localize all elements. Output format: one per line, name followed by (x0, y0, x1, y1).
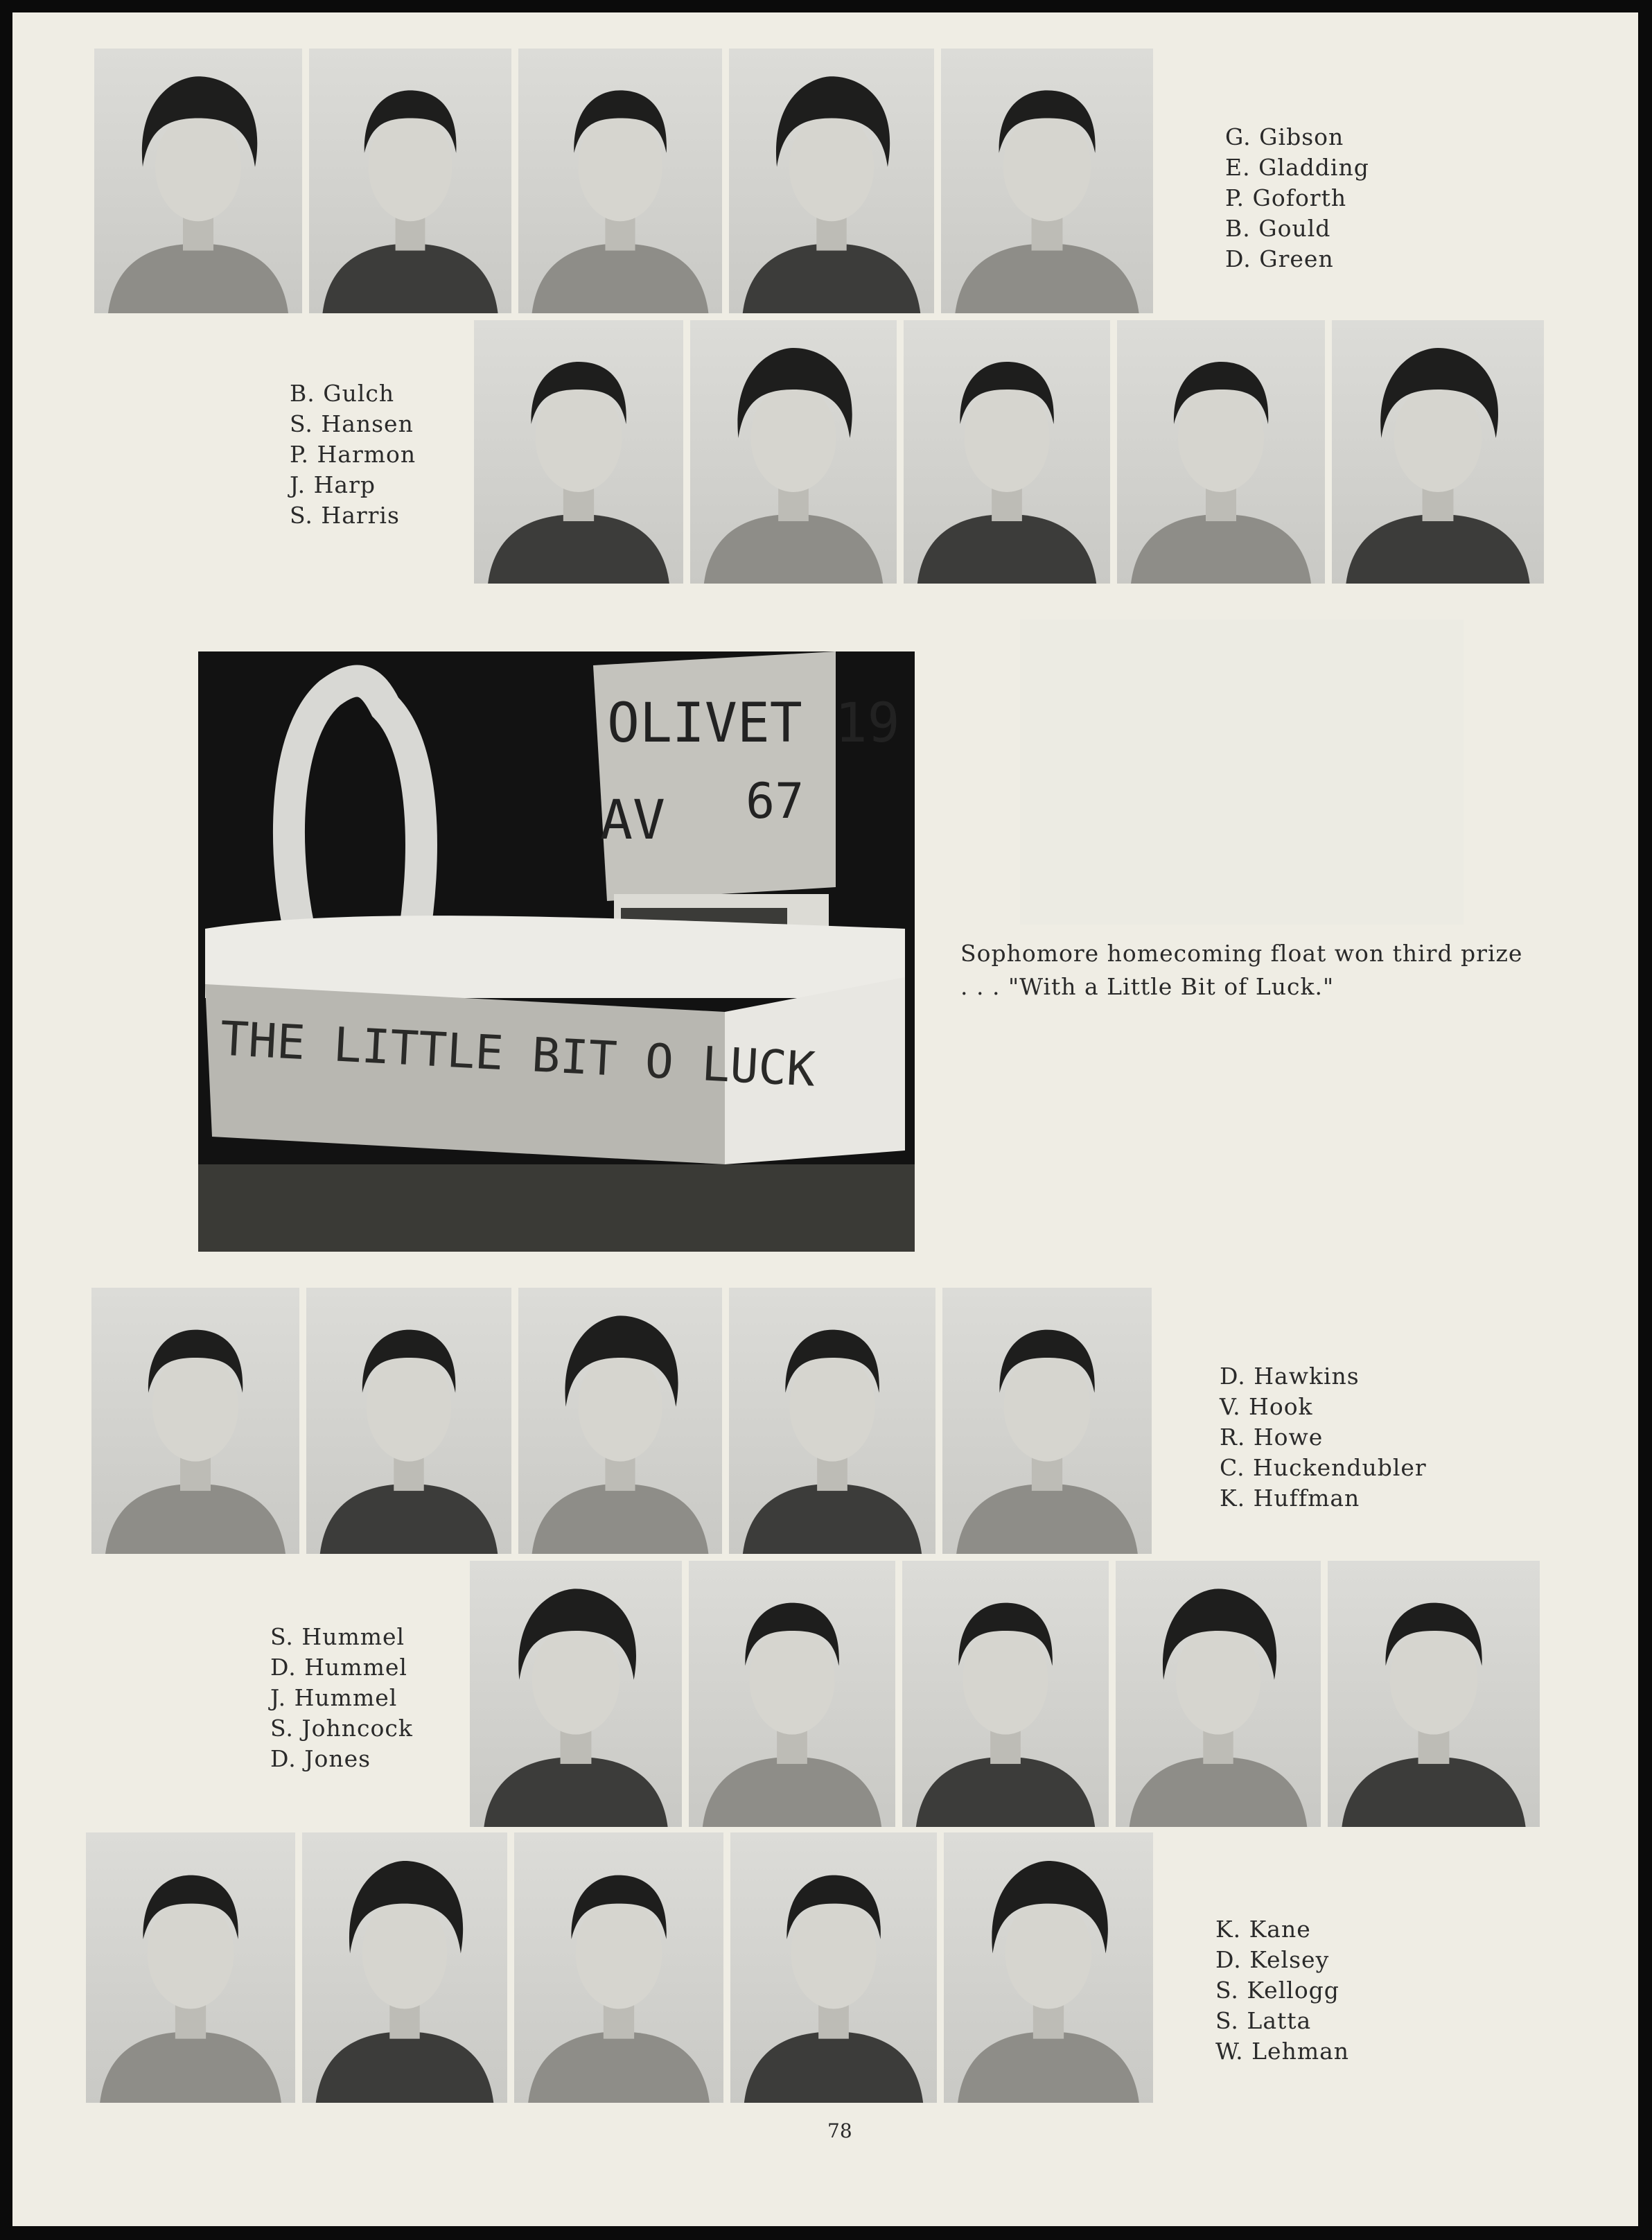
portrait-lehman (944, 1832, 1153, 2103)
portrait-jones (1328, 1561, 1540, 1827)
name: S. Latta (1215, 2007, 1312, 2034)
name: D. Jones (270, 1745, 371, 1772)
portrait-silhouette (1116, 1561, 1321, 1827)
portrait-silhouette (729, 1288, 935, 1554)
portrait-silhouette (689, 1561, 895, 1827)
portrait-j-hummel (902, 1561, 1109, 1827)
page-number: 78 (827, 2119, 852, 2142)
portrait-silhouette (1117, 320, 1325, 584)
portrait-d-hummel (689, 1561, 895, 1827)
portrait-huffman (942, 1288, 1152, 1554)
portrait-hook (306, 1288, 511, 1554)
sign-line2-left: AV (600, 789, 665, 852)
faded-area (1020, 620, 1464, 925)
name: S. Hansen (290, 410, 414, 437)
names-row2 (290, 378, 416, 531)
name: B. Gould (1225, 215, 1331, 242)
portrait-harmon (904, 320, 1110, 584)
name: J. Hummel (270, 1684, 398, 1711)
portrait-silhouette (690, 320, 897, 584)
name: K. Huffman (1220, 1485, 1360, 1512)
portrait-silhouette (730, 1832, 937, 2103)
portrait-gould (729, 49, 934, 313)
name: S. Kellogg (1215, 1977, 1339, 2004)
name: D. Green (1225, 245, 1334, 272)
portrait-silhouette (944, 1832, 1153, 2103)
names-row1 (1225, 122, 1369, 274)
portrait-howe (518, 1288, 722, 1554)
float-caption-line1: Sophomore homecoming float won third prize (960, 940, 1523, 967)
names-row5 (1215, 1914, 1349, 2067)
float-banner: THE LITTLE BIT O LUCK (218, 1011, 817, 1098)
portrait-gladding (309, 49, 511, 313)
portrait-hawkins (91, 1288, 299, 1554)
portrait-silhouette (942, 1288, 1152, 1554)
portrait-goforth (518, 49, 722, 313)
portrait-silhouette (518, 1288, 722, 1554)
portrait-silhouette (474, 320, 683, 584)
name: S. Harris (290, 502, 400, 529)
name: S. Johncock (270, 1715, 413, 1742)
portrait-kellogg (514, 1832, 723, 2103)
name: G. Gibson (1225, 123, 1344, 150)
portrait-silhouette (306, 1288, 511, 1554)
name: J. Harp (290, 471, 376, 498)
name: P. Goforth (1225, 184, 1347, 211)
portrait-gibson (94, 49, 302, 313)
name: P. Harmon (290, 441, 416, 468)
name: R. Howe (1220, 1424, 1324, 1451)
portrait-kelsey (302, 1832, 507, 2103)
portrait-silhouette (470, 1561, 682, 1827)
portrait-silhouette (86, 1832, 295, 2103)
homecoming-float-photo (198, 651, 915, 1252)
name: B. Gulch (290, 380, 395, 407)
name: D. Hawkins (1220, 1363, 1360, 1390)
name: W. Lehman (1215, 2038, 1350, 2065)
portrait-silhouette (1332, 320, 1544, 584)
portrait-silhouette (302, 1832, 507, 2103)
name: D. Hummel (270, 1654, 407, 1681)
portrait-harp (1117, 320, 1325, 584)
sign-line1: OLIVET 19 (607, 692, 900, 755)
portrait-silhouette (94, 49, 302, 313)
name: D. Kelsey (1215, 1946, 1330, 1973)
portrait-hansen (690, 320, 897, 584)
portrait-johncock (1116, 1561, 1321, 1827)
portrait-huckendubler (729, 1288, 935, 1554)
name: C. Huckendubler (1220, 1454, 1427, 1481)
sign-line2-right: 67 (746, 773, 805, 830)
portrait-kane (86, 1832, 295, 2103)
portrait-silhouette (941, 49, 1153, 313)
float-caption-line2: . . . "With a Little Bit of Luck." (960, 973, 1335, 1000)
portrait-silhouette (309, 49, 511, 313)
portrait-silhouette (904, 320, 1110, 584)
portrait-silhouette (902, 1561, 1109, 1827)
portrait-silhouette (518, 49, 722, 313)
portrait-silhouette (91, 1288, 299, 1554)
portrait-green (941, 49, 1153, 313)
portrait-latta (730, 1832, 937, 2103)
float-caption (960, 937, 1522, 1004)
portrait-silhouette (729, 49, 934, 313)
float-illustration (198, 651, 915, 1252)
portrait-silhouette (1328, 1561, 1540, 1827)
portrait-harris (1332, 320, 1544, 584)
names-row4 (270, 1622, 413, 1774)
portrait-gulch (474, 320, 683, 584)
name: S. Hummel (270, 1623, 405, 1650)
name: K. Kane (1215, 1916, 1311, 1943)
yearbook-page (12, 12, 1638, 2226)
name: E. Gladding (1225, 154, 1369, 181)
name: V. Hook (1220, 1393, 1313, 1420)
names-row3 (1220, 1361, 1427, 1514)
portrait-silhouette (514, 1832, 723, 2103)
portrait-s-hummel (470, 1561, 682, 1827)
